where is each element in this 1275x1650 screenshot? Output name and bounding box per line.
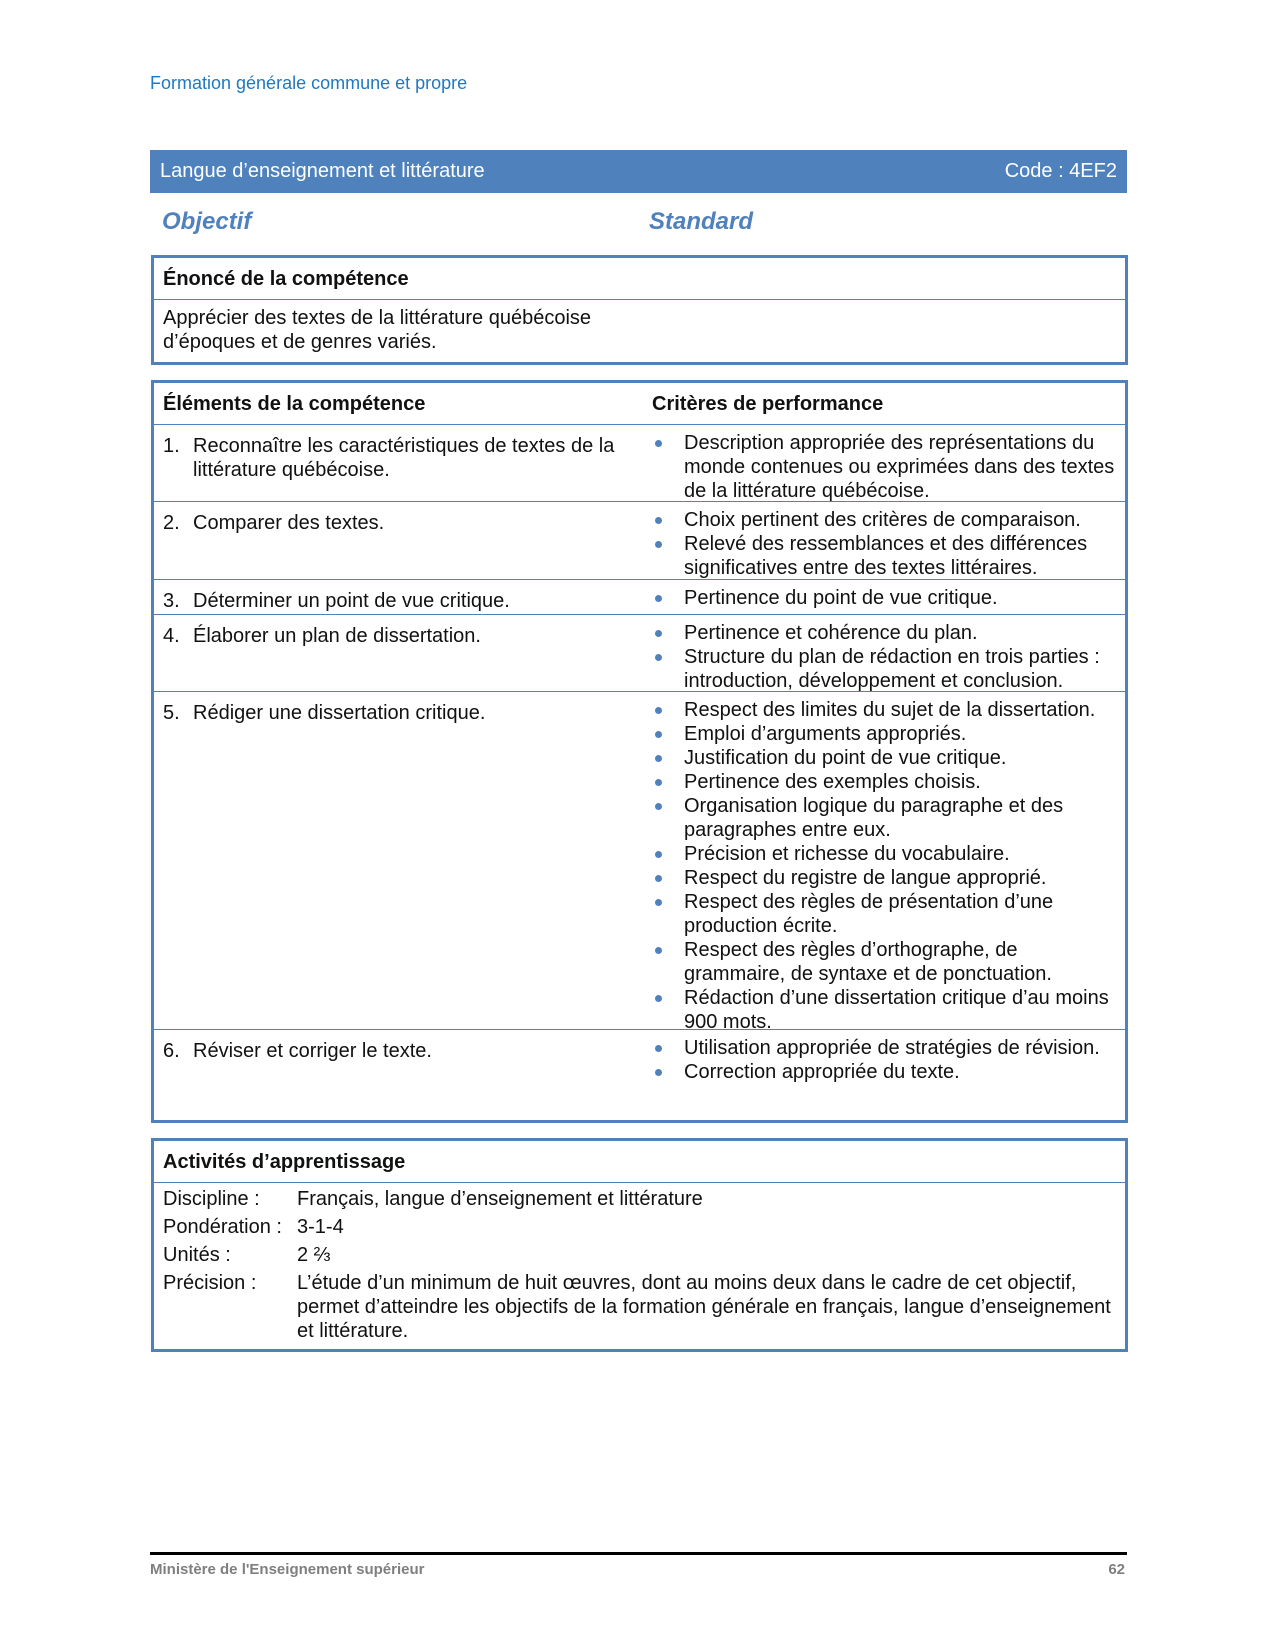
- criteria-item: [652, 431, 1117, 503]
- criteria-list: [652, 586, 1117, 610]
- element-cell: [154, 580, 641, 614]
- competence-statement-box: [151, 255, 1128, 365]
- course-header-bar: [150, 150, 1127, 193]
- activity-row: [163, 1271, 1116, 1343]
- activity-row: [163, 1187, 1116, 1211]
- criteria-cell: [641, 502, 1125, 579]
- criteria-text: Emploi d’arguments appropriés.: [684, 723, 967, 745]
- criteria-cell: [641, 580, 1125, 614]
- activity-row: [163, 1215, 1116, 1239]
- criteria-item: [652, 1060, 1117, 1084]
- element-text: Élaborer un plan de dissertation.: [193, 625, 481, 647]
- activity-value: Français, langue d’enseignement et littérature: [297, 1188, 703, 1210]
- criteria-list: [652, 698, 1117, 1034]
- criteria-text: Pertinence et cohérence du plan.: [684, 622, 978, 644]
- criteria-text: Organisation logique du paragraphe et des paragraphes entre eux.: [684, 795, 1064, 841]
- activity-value: L’étude d’un minimum de huit œuvres, dont au moins deux dans le cadre de cet objectif, permet d’atteindre les objectifs de la formation générale en français, langue d’enseignement et littérature.: [297, 1272, 1111, 1342]
- criteria-item: [652, 890, 1117, 938]
- element-number: 2.: [163, 512, 180, 534]
- table-header: [154, 383, 1125, 425]
- bullet-icon: [652, 986, 684, 1034]
- element-cell: [154, 425, 641, 501]
- bullet-icon: [652, 645, 684, 693]
- bullet-icon: [652, 770, 684, 794]
- criteria-text: Description appropriée des représentations du monde contenues ou exprimées dans des textes de la littérature québécoise.: [684, 432, 1115, 502]
- criteria-text: Respect des règles d’orthographe, de grammaire, de syntaxe et de ponctuation.: [684, 939, 1052, 985]
- criteria-text: Précision et richesse du vocabulaire.: [684, 843, 1010, 865]
- section-title: Formation générale commune et propre: [150, 73, 468, 93]
- criteria-text: Justification du point de vue critique.: [684, 747, 1007, 769]
- criteria-text: Respect des limites du sujet de la dissertation.: [684, 699, 1096, 721]
- criteria-text: Pertinence des exemples choisis.: [684, 771, 981, 793]
- course-name: Langue d’enseignement et littérature: [160, 160, 485, 182]
- element-number: 6.: [163, 1040, 180, 1062]
- criteria-item: [652, 746, 1117, 770]
- criteria-item: [652, 770, 1117, 794]
- criteria-item: [652, 938, 1117, 986]
- bullet-icon: [652, 722, 684, 746]
- criteria-text: Pertinence du point de vue critique.: [684, 587, 998, 609]
- learning-activities-body: [154, 1183, 1125, 1353]
- competence-statement-text: Apprécier des textes de la littérature québécoise d’époques et de genres variés.: [163, 307, 592, 353]
- objective-standard-labels: [150, 208, 1127, 242]
- bullet-icon: [652, 938, 684, 986]
- element-text: Déterminer un point de vue critique.: [193, 590, 510, 612]
- element-cell: [154, 692, 641, 1029]
- learning-activities-title: Activités d’apprentissage: [154, 1141, 1125, 1183]
- activity-label: Pondération :: [163, 1216, 282, 1238]
- course-code: Code : 4EF2: [1004, 160, 1117, 182]
- bullet-icon: [652, 431, 684, 503]
- criteria-item: [652, 842, 1117, 866]
- activity-label: Discipline :: [163, 1188, 260, 1210]
- table-row: [154, 425, 1125, 502]
- table-row: [154, 580, 1125, 615]
- element-text: Reconnaître les caractéristiques de textes de la littérature québécoise.: [193, 435, 615, 481]
- criteria-item: [652, 645, 1117, 693]
- learning-activities-box: [151, 1138, 1128, 1352]
- objectif-label: Objectif: [162, 208, 252, 235]
- activity-value: 3-1-4: [297, 1216, 344, 1238]
- criteria-cell: [641, 425, 1125, 501]
- element-text: Rédiger une dissertation critique.: [193, 702, 486, 724]
- criteria-text: Respect des règles de présentation d’une production écrite.: [684, 891, 1054, 937]
- criteria-item: [652, 986, 1117, 1034]
- criteria-text: Respect du registre de langue approprié.: [684, 867, 1047, 889]
- element-text: Réviser et corriger le texte.: [193, 1040, 432, 1062]
- criteria-item: [652, 532, 1117, 580]
- bullet-icon: [652, 586, 684, 610]
- page-footer: [150, 1561, 1125, 1578]
- competence-statement-title: Énoncé de la compétence: [154, 258, 1125, 300]
- bullet-icon: [652, 746, 684, 770]
- bullet-icon: [652, 621, 684, 645]
- table-row: [154, 615, 1125, 692]
- element-cell: [154, 502, 641, 579]
- bullet-icon: [652, 1060, 684, 1084]
- activity-label: Précision :: [163, 1272, 257, 1294]
- activity-value: 2 ⅔: [297, 1244, 331, 1266]
- criteria-text: Correction appropriée du texte.: [684, 1061, 960, 1083]
- element-cell: [154, 1030, 641, 1087]
- criteria-list: [652, 621, 1117, 693]
- criteria-cell: [641, 1030, 1125, 1087]
- activity-label: Unités :: [163, 1244, 231, 1266]
- bullet-icon: [652, 866, 684, 890]
- table-body: [154, 425, 1125, 1087]
- criteria-item: [652, 794, 1117, 842]
- bullet-icon: [652, 842, 684, 866]
- footer-publisher: Ministère de l'Enseignement supérieur: [150, 1561, 425, 1578]
- standard-label: Standard: [649, 208, 754, 235]
- table-row: [154, 692, 1125, 1033]
- bullet-icon: [652, 532, 684, 580]
- element-text: Comparer des textes.: [193, 512, 385, 534]
- criteria-cell: [641, 692, 1125, 1033]
- criteria-item: [652, 508, 1117, 532]
- criteria-text: Relevé des ressemblances et des différences significatives entre des textes littéraires.: [684, 533, 1088, 579]
- page-number: 62: [1108, 1561, 1125, 1578]
- criteria-item: [652, 621, 1117, 645]
- footer-divider: [150, 1552, 1127, 1555]
- criteria-list: [652, 1036, 1117, 1084]
- element-number: 4.: [163, 625, 180, 647]
- bullet-icon: [652, 890, 684, 938]
- element-number: 1.: [163, 435, 180, 457]
- criteria-item: [652, 698, 1117, 722]
- criteria-list: [652, 508, 1117, 580]
- criteria-text: Structure du plan de rédaction en trois parties : introduction, développement et conclusion.: [684, 646, 1100, 692]
- criteria-text: Choix pertinent des critères de comparaison.: [684, 509, 1081, 531]
- competence-elements-table: [151, 380, 1128, 1123]
- criteria-text: Utilisation appropriée de stratégies de révision.: [684, 1037, 1100, 1059]
- criteria-cell: [641, 615, 1125, 691]
- criteria-item: [652, 1036, 1117, 1060]
- bullet-icon: [652, 698, 684, 722]
- bullet-icon: [652, 1036, 684, 1060]
- criteria-item: [652, 586, 1117, 610]
- bullet-icon: [652, 508, 684, 532]
- activity-row: [163, 1243, 1116, 1267]
- criteria-list: [652, 431, 1117, 503]
- elements-column-header: Éléments de la compétence: [163, 393, 426, 415]
- bullet-icon: [652, 794, 684, 842]
- element-number: 3.: [163, 590, 180, 612]
- criteria-text: Rédaction d’une dissertation critique d’au moins 900 mots.: [684, 987, 1109, 1033]
- criteria-item: [652, 866, 1117, 890]
- element-number: 5.: [163, 702, 180, 724]
- table-row: [154, 502, 1125, 580]
- criteria-item: [652, 722, 1117, 746]
- element-cell: [154, 615, 641, 691]
- table-row: [154, 1030, 1125, 1087]
- criteria-column-header: Critères de performance: [652, 393, 884, 415]
